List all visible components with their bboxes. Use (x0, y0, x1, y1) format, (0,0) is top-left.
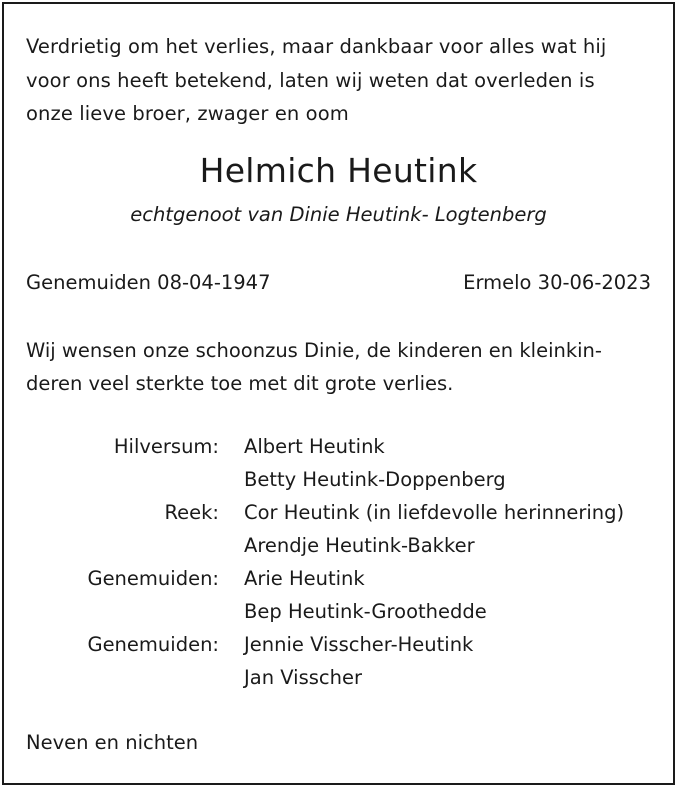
family-row (26, 463, 666, 496)
family-person: Betty Heutink-Doppenberg (244, 468, 506, 491)
family-list (26, 430, 666, 694)
family-row (26, 562, 666, 595)
condolence-line: deren veel sterkte toe met dit grote verlies. (26, 372, 454, 395)
family-row (26, 529, 666, 562)
family-row (26, 595, 666, 628)
closing-line: Neven en nichten (26, 731, 199, 754)
family-person: Jan Visscher (244, 666, 362, 689)
death-place-date: Ermelo 30-06-2023 (463, 271, 651, 294)
family-place: Genemuiden: (87, 633, 219, 656)
intro-paragraph (26, 30, 656, 131)
family-row (26, 430, 666, 463)
intro-line: Verdrietig om het verlies, maar dankbaar voor alles wat hij (26, 35, 607, 58)
family-row (26, 496, 666, 529)
family-person: Bep Heutink-Groothedde (244, 600, 487, 623)
family-row (26, 628, 666, 661)
family-person: Cor Heutink (in liefdevolle herinnering) (244, 501, 625, 524)
family-place: Genemuiden: (87, 567, 219, 590)
spouse-line: echtgenoot van Dinie Heutink- Logtenberg (130, 203, 547, 226)
condolence-paragraph (26, 334, 656, 400)
deceased-name: Helmich Heutink (199, 151, 478, 190)
family-person: Arie Heutink (244, 567, 365, 590)
family-place: Hilversum: (113, 435, 219, 458)
intro-line: voor ons heeft betekend, laten wij weten dat overleden is (26, 68, 595, 92)
family-person: Jennie Visscher-Heutink (244, 633, 474, 656)
intro-line: onze lieve broer, zwager en oom (26, 102, 349, 125)
family-person: Albert Heutink (244, 435, 385, 458)
family-place: Reek: (164, 501, 219, 524)
family-person: Arendje Heutink-Bakker (244, 534, 475, 557)
condolence-line: Wij wensen onze schoonzus Dinie, de kinderen en kleinkin- (26, 339, 602, 362)
birth-place-date: Genemuiden 08-04-1947 (26, 271, 271, 294)
family-row (26, 661, 666, 694)
